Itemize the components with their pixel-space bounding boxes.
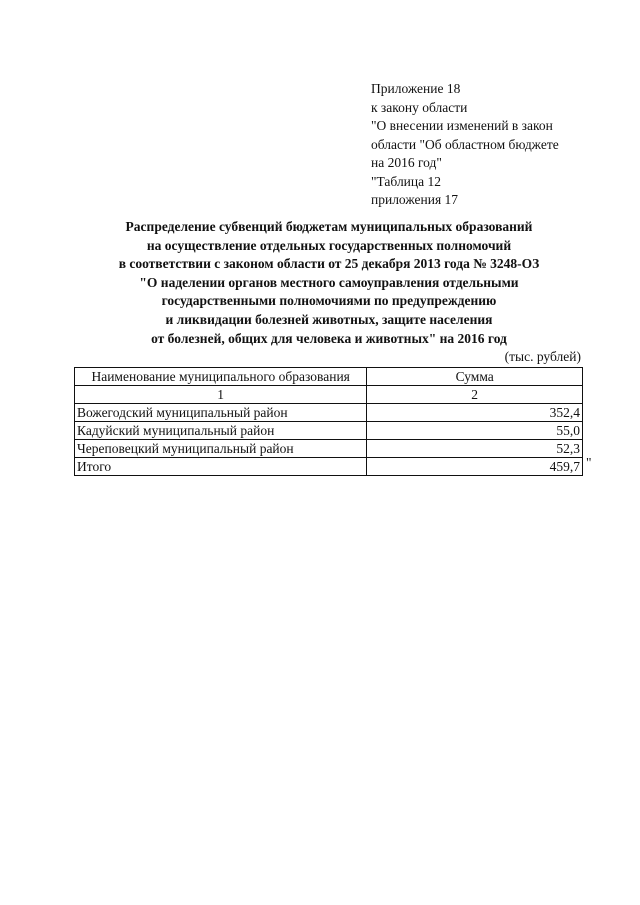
table-column-numbers-row [75, 386, 583, 404]
total-label: Итого [75, 458, 367, 476]
appendix-line: на 2016 год" [371, 155, 442, 170]
appendix-line: "О внесении изменений в закон [371, 118, 553, 133]
header-amount: Сумма [367, 368, 583, 386]
appendix-line: к закону области [371, 99, 468, 115]
appendix-line: области "Об областном бюджете [371, 136, 559, 152]
closing-quote: " [586, 455, 592, 470]
amount-value: 352,4 [367, 404, 583, 422]
municipality-name: Череповецкий муниципальный район [75, 440, 367, 458]
municipality-name: Вожегодский муниципальный район [75, 404, 367, 422]
appendix-line: приложения 17 [371, 192, 459, 207]
title-line: на осуществление отдельных государственных полномочий [146, 237, 512, 253]
total-amount: 459,7 [367, 458, 583, 476]
amount-value: 52,3 [367, 440, 583, 458]
column-number: 1 [75, 386, 367, 404]
title-line: "О наделении органов местного самоуправления отдельными [139, 274, 519, 290]
municipality-name: Кадуйский муниципальный район [75, 422, 367, 440]
column-number: 2 [367, 386, 583, 404]
table-row [75, 422, 583, 440]
title-line: в соответствии с законом области от 25 декабря 2013 года № 3248-ОЗ [118, 256, 540, 272]
table-total-row [75, 458, 583, 476]
header-municipality: Наименование муниципального образования [75, 368, 367, 386]
table-row [75, 404, 583, 422]
title-line: и ликвидации болезней животных, защите населения [165, 311, 493, 327]
subsidy-table [74, 367, 583, 476]
units-label: (тыс. рублей) [504, 349, 581, 364]
title-line: Распределение субвенций бюджетам муниципальных образований [125, 219, 533, 234]
table-row [75, 440, 583, 458]
appendix-line: Приложение 18 [371, 81, 461, 96]
title-line: государственными полномочиями по предупреждению [161, 293, 497, 309]
table-header-row [75, 368, 583, 386]
amount-value: 55,0 [367, 422, 583, 440]
appendix-line: "Таблица 12 [371, 173, 441, 189]
appendix-reference [371, 80, 559, 210]
document-title [80, 218, 578, 348]
title-line: от болезней, общих для человека и животных" на 2016 год [151, 330, 507, 346]
